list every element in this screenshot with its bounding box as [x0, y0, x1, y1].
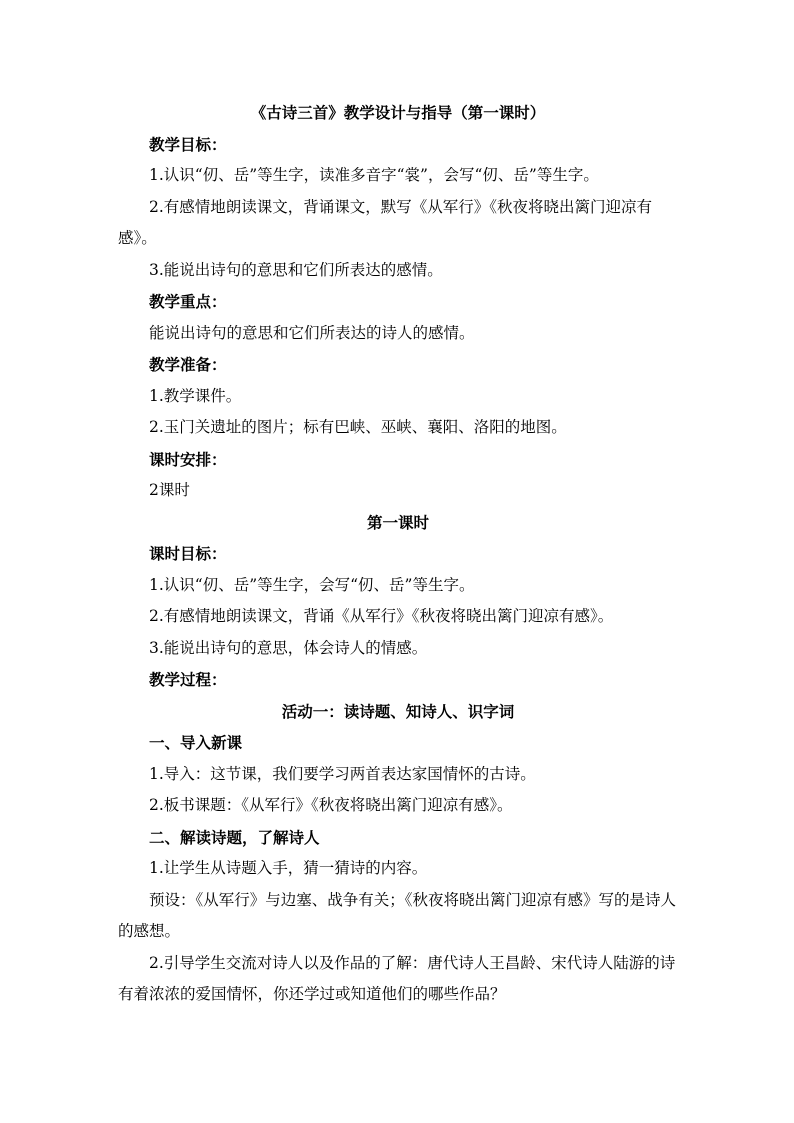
goal-item-3: 3.能说出诗句的意思和它们所表达的感情。 [149, 260, 443, 279]
process-heading: 教学过程： [149, 670, 227, 689]
lesson-goal-item-1: 1.认识“仞、岳”等生字，会写“仞、岳”等生字。 [149, 575, 475, 594]
section-heading-intro: 一、导入新课 [149, 733, 243, 752]
goal-item-2: 2.有感情地朗读课文，背诵课文，默写《从军行》《秋夜将晓出篱门迎凉有感》。 [118, 197, 653, 247]
intro-item-2: 2.板书课题：《从军行》《秋夜将晓出篱门迎凉有感》。 [149, 796, 513, 814]
section-heading-poem-title: 二、解读诗题，了解诗人 [149, 827, 320, 847]
lesson-goal-item-2: 2.有感情地朗读课文，背诵《从军行》《秋夜将晓出篱门迎凉有感》。 [149, 607, 614, 625]
schedule-text: 2课时 [149, 481, 190, 499]
lesson-goals-heading: 课时目标： [149, 544, 227, 563]
document-title: 《古诗三首》教学设计与指导（第一课时） [250, 103, 546, 122]
key-points-heading: 教学重点： [149, 292, 227, 311]
goal-item-1: 1.认识“仞、岳”等生字，读准多音字“裳”，会写“仞、岳”等生字。 [149, 166, 599, 184]
document-page [118, 97, 678, 1011]
preparation-item-2: 2.玉门关遗址的图片；标有巴峡、巫峡、襄阳、洛阳的地图。 [149, 418, 567, 436]
lesson-goal-item-3: 3.能说出诗句的意思，体会诗人的情感。 [149, 638, 428, 657]
goals-heading: 教学目标： [149, 134, 227, 154]
poem-title-item-2: 2.引导学生交流对诗人以及作品的了解：唐代诗人王昌龄、宋代诗人陆游的诗有着浓浓的爱国情怀，你还学过或知道他们的哪些作品？ [118, 953, 676, 1003]
intro-item-1: 1.导入：这节课，我们要学习两首表达家国情怀的古诗。 [149, 764, 536, 783]
key-points-text: 能说出诗句的意思和它们所表达的诗人的感情。 [149, 323, 475, 342]
preparation-item-1: 1.教学课件。 [149, 386, 242, 405]
schedule-heading: 课时安排： [149, 449, 227, 469]
preparation-heading: 教学准备： [149, 355, 227, 374]
poem-title-item-1: 1.让学生从诗题入手，猜一猜诗的内容。 [149, 859, 428, 877]
poem-title-preset: 预设：《从军行》与边塞、战争有关；《秋夜将晓出篱门迎凉有感》写的是诗人的感想。 [118, 890, 677, 940]
lesson-title: 第一课时 [366, 512, 429, 532]
activity-heading: 活动一：读诗题、知诗人、识字词 [281, 701, 515, 721]
